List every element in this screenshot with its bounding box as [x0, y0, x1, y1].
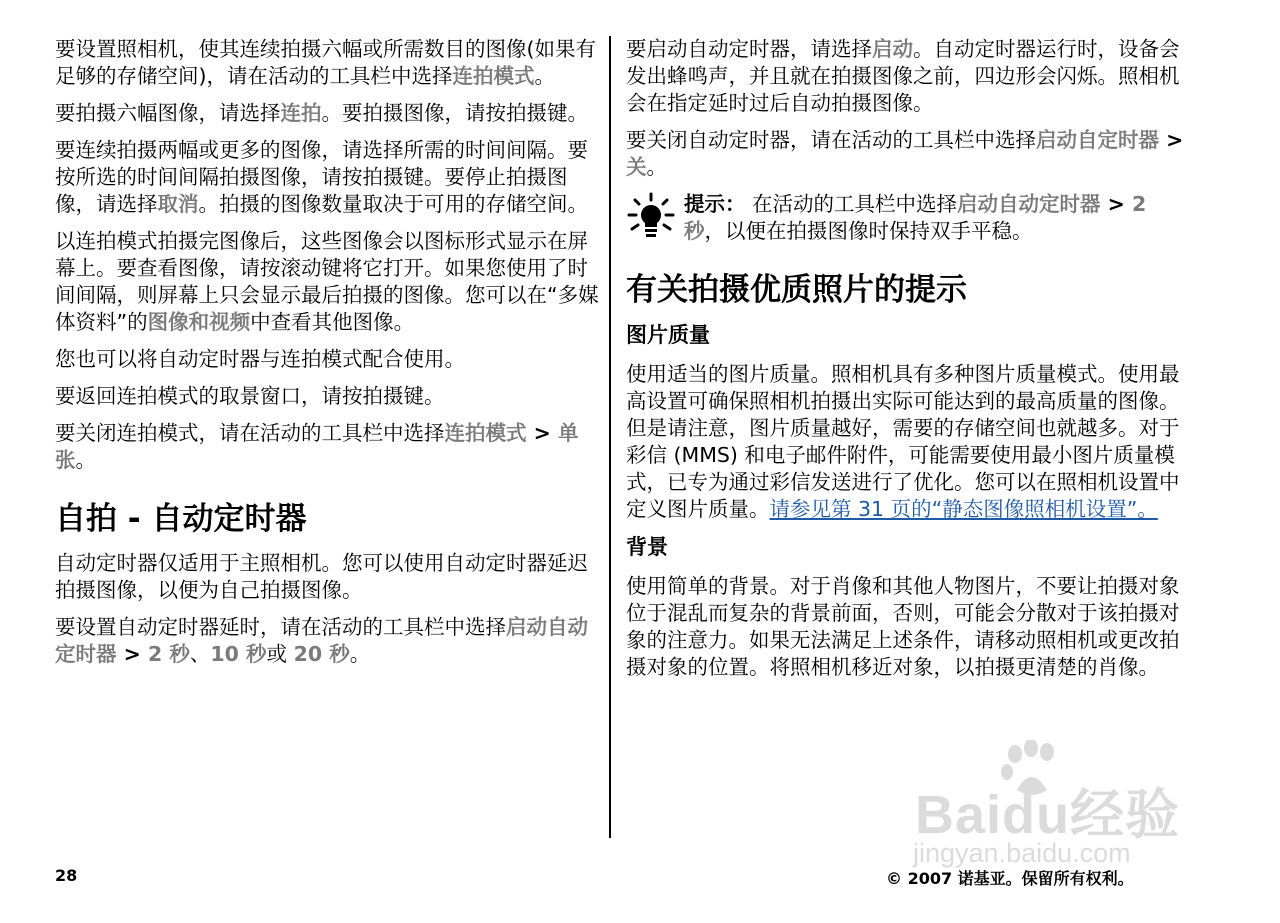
ui-term: 图像和视频: [147, 310, 251, 334]
page-number: 28: [55, 866, 78, 885]
paragraph: 您也可以将自动定时器与连拍模式配合使用。: [55, 347, 465, 371]
copyright-notice: © 2007 诺基亚。保留所有权利。: [886, 869, 1134, 888]
tip-label: 提示：: [684, 192, 746, 216]
ui-term: 连拍模式: [452, 64, 535, 88]
ui-term: 连拍模式: [444, 421, 527, 445]
ui-term: 启动自动定时器: [957, 192, 1101, 216]
section-heading: 自拍 - 自动定时器: [55, 501, 307, 537]
paragraph: 要关闭连拍模式，请在活动的工具栏中选择连拍模式 > 单张。: [55, 421, 579, 472]
paragraph: 要设置照相机，使其连续拍摄六幅或所需数目的图像(如果有足够的存储空间)，请在活动的工具栏中选择连拍模式。: [55, 37, 596, 88]
paragraph: 要拍摄六幅图像，请选择连拍。要拍摄图像，请按拍摄键。: [55, 101, 588, 125]
paragraph: 要关闭自动定时器，请在活动的工具栏中选择启动自定时器 > 关。: [626, 128, 1184, 179]
subsection-heading: 背景: [626, 535, 668, 559]
paragraph: 要连续拍摄两幅或更多的图像，请选择所需的时间间隔。要按所选的时间间隔拍摄图像，请按拍摄键。要停止拍摄图像，请选择取消。拍摄的图像数量取决于可用的存储空间。: [55, 138, 588, 216]
paragraph: 要设置自动定时器延时，请在活动的工具栏中选择启动自动定时器 > 2 秒、10 秒或 20 秒。: [55, 615, 588, 666]
subsection-heading: 图片质量: [626, 323, 710, 347]
paragraph: 要返回连拍模式的取景窗口，请按拍摄键。: [55, 384, 445, 408]
ui-term: 10 秒: [210, 642, 267, 666]
cross-reference-link[interactable]: 请参见第 31 页的“静态图像照相机设置”。: [769, 497, 1158, 521]
left-column: [55, 36, 600, 678]
watermark-url: jingyan.baidu.com: [913, 838, 1131, 868]
ui-term: 启动自动定时器: [55, 615, 588, 666]
paragraph: 使用适当的图片质量。照相机具有多种图片质量模式。使用最高设置可确保照相机拍摄出实际可能达到的最高质量的图像。但是请注意，图片质量越好，需要的存储空间也就越多。对于彩信 (MMS) 和电子邮件附件，可能需要使用最小图片质量模式，已专为通过彩信发送进行了优化。您可以在照相机设置中定义图片质量。请参见第 31 页的“静态图像照相机设置”。: [626, 362, 1180, 521]
ui-term: 2 秒: [147, 642, 190, 666]
ui-term: 取消: [157, 192, 199, 216]
right-column: [626, 36, 1186, 691]
column-divider: [609, 36, 611, 838]
tip-text: 提示： 在活动的工具栏中选择启动自动定时器 > 2 秒，以便在拍摄图像时保持双手平稳。: [684, 192, 1147, 243]
paragraph: 使用简单的背景。对于肖像和其他人物图片，不要让拍摄对象位于混乱而复杂的背景前面，否则，可能会分散对于该拍摄对象的注意力。如果无法满足上述条件，请移动照相机或更改拍摄对象的位置。将照相机移近对象，以拍摄更清楚的肖像。: [626, 574, 1180, 679]
paragraph: 自动定时器仅适用于主照相机。您可以使用自动定时器延迟拍摄图像，以便为自己拍摄图像。: [55, 551, 588, 602]
baidu-paw-logo: [995, 740, 1075, 800]
tip-box: [626, 191, 1186, 245]
ui-term: 连拍: [280, 101, 322, 125]
baidu-watermark: [905, 740, 1205, 870]
lightbulb-icon: [626, 191, 676, 241]
ui-term: 启动自定时器: [1036, 128, 1159, 152]
paragraph: 要启动自动定时器，请选择启动。自动定时器运行时，设备会发出蜂鸣声，并且就在拍摄图像之前，四边形会闪烁。照相机会在指定延时过后自动拍摄图像。: [626, 37, 1180, 115]
ui-term: 关: [626, 155, 647, 179]
ui-term: 20 秒: [293, 642, 350, 666]
ui-term: 2 秒: [684, 192, 1147, 243]
paragraph: 以连拍模式拍摄完图像后，这些图像会以图标形式显示在屏幕上。要查看图像，请按滚动键将它打开。如果您使用了时间间隔，则屏幕上只会显示最后拍摄的图像。您可以在“多媒体资料”的图像和视频中查看其他图像。: [55, 229, 599, 334]
section-heading: 有关拍摄优质照片的提示: [626, 272, 967, 308]
watermark-text: Baidu经验: [915, 785, 1181, 845]
ui-term: 单张: [55, 421, 579, 472]
ui-term: 启动: [872, 37, 913, 61]
